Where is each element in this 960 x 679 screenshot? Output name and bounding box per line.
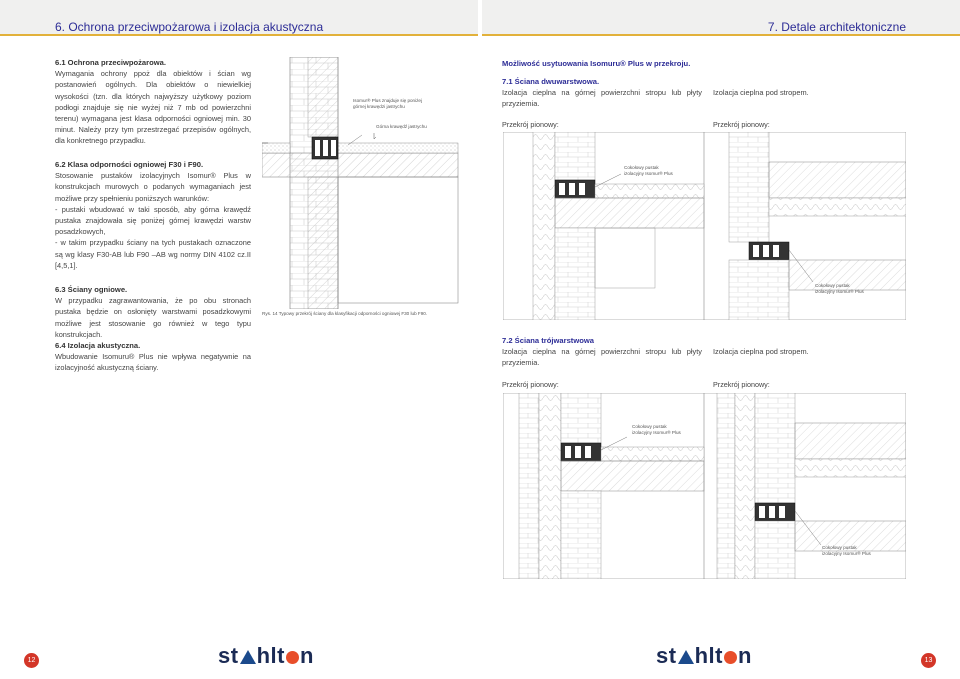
header-left bbox=[0, 0, 478, 36]
section-6-3-title: 6.3 Ściany ogniowe. bbox=[55, 285, 128, 294]
label-7-1-right-line1: Cokołowy pustak bbox=[815, 283, 850, 288]
section-6-3-body: W przypadku zagrawantowania, że po obu stronach pustaka będzie on osłonięty warstwami posadzkowymi możliwe jest stosowanie go również w tego typu konstrukcjach. bbox=[55, 296, 251, 339]
intro-heading: Możliwość usytuowania Isomuru® Plus w przekroju. bbox=[502, 59, 691, 68]
section-6-2-item-2: - w takim przypadku ściany na tych pustakach oznaczone są wg klasy F30-AB lub F90 –AB wg normy DIN 4102 cz.II [4,5,1]. bbox=[55, 238, 251, 270]
section-6-2-title: 6.2 Klasa odporności ogniowej F30 i F90. bbox=[55, 160, 204, 169]
section-7-1 bbox=[502, 76, 702, 110]
section-6-3 bbox=[55, 284, 251, 340]
section-6-2-body: Stosowanie pustaków izolacyjnych Isomur® Plus w konstrukcjach murowych o podanych wymaganiach jest możliwe przy spełnieniu poniższych warunków: bbox=[55, 171, 251, 203]
section-6-1-title: 6.1 Ochrona przeciwpożarowa. bbox=[55, 58, 166, 67]
section-7-1-right-desc: Izolacja cieplna pod stropem. bbox=[713, 88, 809, 97]
section-6-2 bbox=[55, 159, 251, 271]
label-7-2-left-line2: izolacyjny Isomur® Plus bbox=[632, 430, 681, 435]
section-6-2-item-1: - pustaki wbudować w taki sposób, aby górna krawędź pustaka znajdowała się poniżej górnej krawędzi warstw posadzkowych, bbox=[55, 204, 251, 237]
section-label-7-2-left: Przekrój pionowy: bbox=[502, 380, 559, 389]
logo-triangle-icon bbox=[678, 650, 694, 664]
right-intro bbox=[502, 58, 762, 69]
section-6-1 bbox=[55, 57, 251, 147]
logo-triangle-icon bbox=[240, 650, 256, 664]
right-page-title: 7. Detale architektoniczne bbox=[767, 20, 906, 34]
label-7-1-right-line2: izolacyjny Isomur® Plus bbox=[815, 289, 864, 294]
section-label-7-1-right: Przekrój pionowy: bbox=[713, 120, 770, 129]
figure-label-block: Isomur® Plus znajduje się poniżej górnej krawędzi jastrychu bbox=[353, 98, 423, 109]
logo-part-2: hlt bbox=[256, 643, 285, 668]
page-number-right: 13 bbox=[921, 653, 936, 668]
section-7-2-right-desc: Izolacja cieplna pod stropem. bbox=[713, 347, 809, 356]
section-7-1-title: 7.1 Ściana dwuwarstwowa. bbox=[502, 77, 600, 86]
figure-label-edge: Górna krawędź jastrychu bbox=[376, 124, 427, 129]
label-7-1-left-line2: izolacyjny Isomur® Plus bbox=[624, 171, 673, 176]
stahlton-logo-right bbox=[656, 643, 752, 669]
section-7-2-right bbox=[713, 346, 903, 357]
label-7-1-right bbox=[815, 283, 864, 295]
section-6-1-body: Wymagania ochrony ppoż dla obiektów i ścian wg postanowień ogólnych. Dla obiektów o niewielkiej wysokości (tzn. dla których najwyższy użytkowy poziom podłogi znajduje się nie wyżej niż 7 mb od powierzchni terenu) wymagana jest klasa odporności ogniowej min. 30 minut. Należy przy tym przestrzegać przepisów ogólnych, dla konkretnego przypadku. bbox=[55, 69, 251, 146]
stahlton-logo-left bbox=[218, 643, 314, 669]
logo-part-3: n bbox=[737, 643, 752, 668]
label-7-2-right-line1: Cokołowy pustak bbox=[822, 545, 857, 550]
logo-dot-icon bbox=[286, 651, 299, 664]
logo-part-1: st bbox=[218, 643, 239, 668]
label-7-2-right-line2: izolacyjny Isomur® Plus bbox=[822, 551, 871, 556]
label-7-2-right bbox=[822, 545, 871, 557]
left-page-title: 6. Ochrona przeciwpożarowa i izolacja akustyczna bbox=[55, 20, 324, 34]
logo-part-2: hlt bbox=[694, 643, 723, 668]
section-label-7-2-right: Przekrój pionowy: bbox=[713, 380, 770, 389]
section-7-2 bbox=[502, 335, 702, 369]
figure-caption: Rys. 14 Typowy przekrój ściany dla klasyfikacji odporności ogniowej F30 lub F90. bbox=[262, 311, 428, 316]
wall-section-drawing bbox=[262, 57, 462, 309]
section-6-4 bbox=[55, 340, 251, 374]
section-7-1-right bbox=[713, 87, 903, 98]
section-7-2-left-desc: Izolacja cieplna na górnej powierzchni stropu lub płyty przyziemia. bbox=[502, 347, 702, 368]
section-6-4-title: 6.4 Izolacja akustyczna. bbox=[55, 341, 141, 350]
page-number-left: 12 bbox=[24, 653, 39, 668]
section-label-7-1-left: Przekrój pionowy: bbox=[502, 120, 559, 129]
header-right bbox=[482, 0, 960, 36]
section-7-1-left-desc: Izolacja cieplna na górnej powierzchni stropu lub płyty przyziemia. bbox=[502, 88, 702, 109]
section-7-2-title: 7.2 Ściana trójwarstwowa bbox=[502, 336, 595, 345]
logo-part-3: n bbox=[299, 643, 314, 668]
label-7-2-left-line1: Cokołowy pustak bbox=[632, 424, 667, 429]
logo-part-1: st bbox=[656, 643, 677, 668]
section-6-4-body: Wbudowanie Isomuru® Plus nie wpływa negatywnie na izolacyjność akustyczną ściany. bbox=[55, 352, 251, 373]
label-7-1-left bbox=[624, 165, 673, 177]
label-7-1-left-line1: Cokołowy pustak bbox=[624, 165, 659, 170]
logo-dot-icon bbox=[724, 651, 737, 664]
label-7-2-left bbox=[632, 424, 681, 436]
